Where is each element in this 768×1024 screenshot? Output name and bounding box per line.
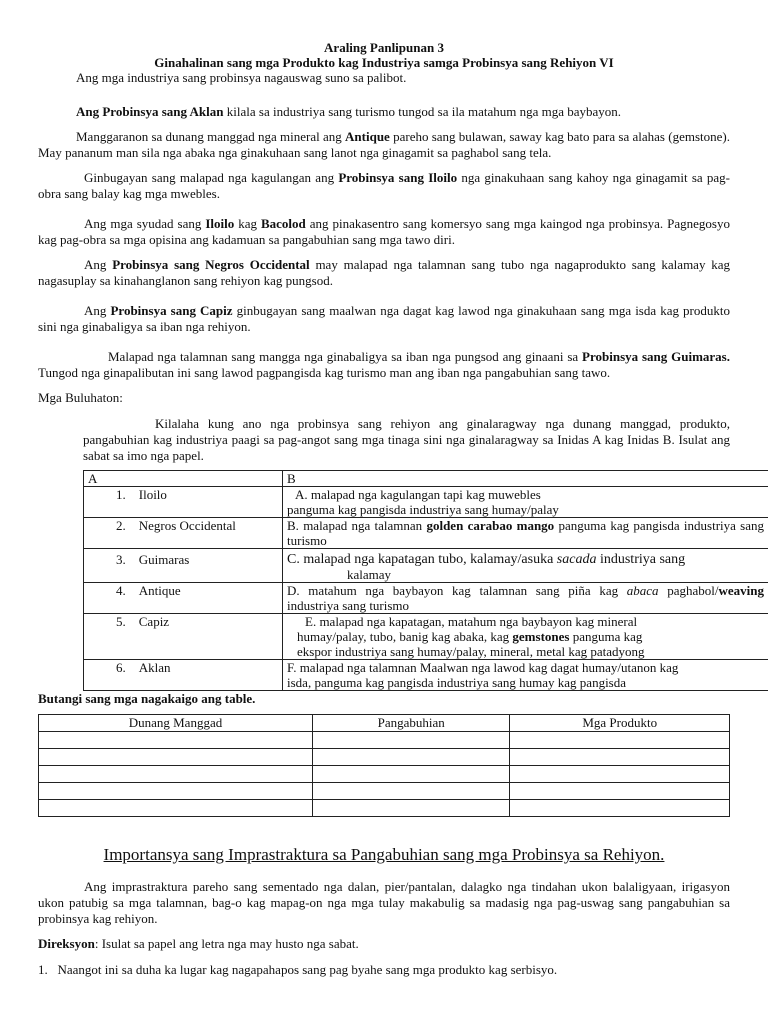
answer-cell[interactable] [39,783,313,800]
question-1: 1. Naangot ini sa duha ka lugar kag nagapahapos sang pag byahe sang mga produkto kag serbisyo. [38,962,558,977]
column-a-cell: 5. Capiz [84,614,283,660]
table-row [84,614,768,660]
answer-cell[interactable] [510,800,730,817]
activity-instruction: Kilalaha kung ano nga probinsya sang rehiyon ang ginalaragway nga dunang manggad, produkto, pangabuhian kag industriya paagi sa pag-angot sang mga tinaga sini nga ginalaragway sa Inidas A kag Inidas B. Isulat ang sabat sa imo nga papel. [83,416,730,463]
table-header-row [84,471,768,487]
answer-table [38,714,730,817]
answer-cell[interactable] [39,749,313,766]
column-b-cell: B. malapad nga talamnan golden carabao mango panguma kag pangisda industriya sang turismo [283,518,768,549]
answer-row [39,766,730,783]
column-a-cell: 4. Antique [84,583,283,614]
answer-row [39,749,730,766]
answer-cell[interactable] [510,766,730,783]
answer-cell[interactable] [39,732,313,749]
header-dunang-manggad: Dunang Manggad [39,715,313,732]
subject-title: Araling Panlipunan 3 [324,40,444,55]
table-row [84,549,768,583]
header-pangabuhian: Pangabuhian [312,715,510,732]
paragraph-iloilo: Ginbugayan sang malapad nga kagulangan ang Probinsya sang Iloilo nga ginakuhaan sang kahoy nga ginagamit sa pag-obra sang balay kag mga mwebles. [38,170,730,201]
table-row [84,660,768,691]
header-mga-produkto: Mga Produkto [510,715,730,732]
answer-cell[interactable] [510,749,730,766]
answer-cell[interactable] [510,732,730,749]
answer-cell[interactable] [312,766,510,783]
answer-cell[interactable] [312,800,510,817]
paragraph-iloilo-bacolod: Ang mga syudad sang Iloilo kag Bacolod ang pinakasentro sang komersyo sang mga kaingod nga probinsya. Pagnegosyo kag pag-obra sa mga opisina ang kadamuan sa pangabuhian sang mga tawo diri. [38,216,730,247]
fill-table-instruction: Butangi sang mga nagakaigo ang table. [38,691,256,706]
paragraph-capiz: Ang Probinsya sang Capiz ginbugayan sang maalwan nga dagat kag lawod nga ginakuhaan sang mga isda kag produkto sini nga ginabaligya sa iban nga rehiyon. [38,303,730,334]
table-row [84,518,768,549]
paragraph-negros: Ang Probinsya sang Negros Occidental may malapad nga talamnan sang tubo nga nagaprodukto sang kalamay kag nagasuplay sa kinahanglanon sang rehiyon kag pungsod. [38,257,731,288]
paragraph-aklan: Ang Probinsya sang Aklan kilala sa industriya sang turismo tungod sa ila matahum nga mga baybayon. [76,104,622,119]
column-b-cell: A. malapad nga kagulangan tapi kag muwebles panguma kag pangisda industriya sang humay/palay [283,487,768,518]
table-row [84,487,768,518]
activity-heading: Mga Buluhaton: [38,390,123,405]
answer-row [39,732,730,749]
answer-row [39,800,730,817]
answer-cell[interactable] [312,783,510,800]
worksheet-page [38,40,764,978]
column-a-cell: 1. Iloilo [84,487,283,518]
column-a-cell: 2. Negros Occidental [84,518,283,549]
intro-line: Ang mga industriya sang probinsya nagauswag suno sa palibot. [76,70,407,85]
answer-cell[interactable] [510,783,730,800]
column-b-cell: C. malapad nga kapatagan tubo, kalamay/asuka sacada industriya sang kalamay [283,549,768,583]
column-a-cell: 6. Aklan [84,660,283,691]
lesson-title: Ginahalinan sang mga Produkto kag Industriya samga Probinsya sang Rehiyon VI [154,55,614,70]
table-row [84,583,768,614]
answer-cell[interactable] [39,800,313,817]
column-a-header: A [84,471,283,487]
direction-line: Direksyon: Isulat sa papel ang letra nga may husto nga sabat. [38,936,359,951]
column-b-header: B [283,471,768,487]
answer-header-row [39,715,730,732]
section-heading-imprastraktura: Importansya sang Imprastraktura sa Pangabuhian sang mga Probinsya sa Rehiyon. [103,845,665,864]
imprastraktura-paragraph: Ang imprastraktura pareho sang sementado nga dalan, pier/pantalan, dalagko nga tindahan ukon balaligyaan, irigasyon ukon patubig sa mga talamnan, bag-o kag mapag-on nga mga tulay makabulig sa madasig nga pag-uswag sang pangabuhian sa probinsya kag rehiyon. [38,879,730,926]
answer-cell[interactable] [312,749,510,766]
answer-cell[interactable] [39,766,313,783]
answer-row [39,783,730,800]
answer-cell[interactable] [312,732,510,749]
paragraph-antique: Manggaranon sa dunang manggad nga mineral ang Antique pareho sang bulawan, saway kag bato para sa alahas (gemstone). May pananum man sila nga abaka nga ginakuhaan sang lanot nga ginagamit sa paghabol sang tela. [38,129,730,160]
column-b-cell: E. malapad nga kapatagan, matahum nga baybayon kag mineral humay/palay, tubo, banig kag abaka, kag gemstones panguma kag ekspor industriya sang humay/palay, mineral, metal kag patadyong [283,614,768,660]
paragraph-guimaras: Malapad nga talamnan sang mangga nga ginabaligya sa iban nga pungsod ang ginaani sa Probinsya sang Guimaras. Tungod nga ginapalibutan ini sang lawod pagpangisda kag turismo man ang iban nga pangabuhian sang tawo. [38,349,730,380]
column-b-cell: D. matahum nga baybayon kag talamnan sang piña kag abaca paghabol/weaving industriya sang turismo [283,583,768,614]
matching-table [83,470,768,691]
column-a-cell: 3. Guimaras [84,549,283,583]
column-b-cell: F. malapad nga talamnan Maalwan nga lawod kag dagat humay/utanon kag isda, panguma kag pangisda industriya sang humay kag pangisda [283,660,768,691]
